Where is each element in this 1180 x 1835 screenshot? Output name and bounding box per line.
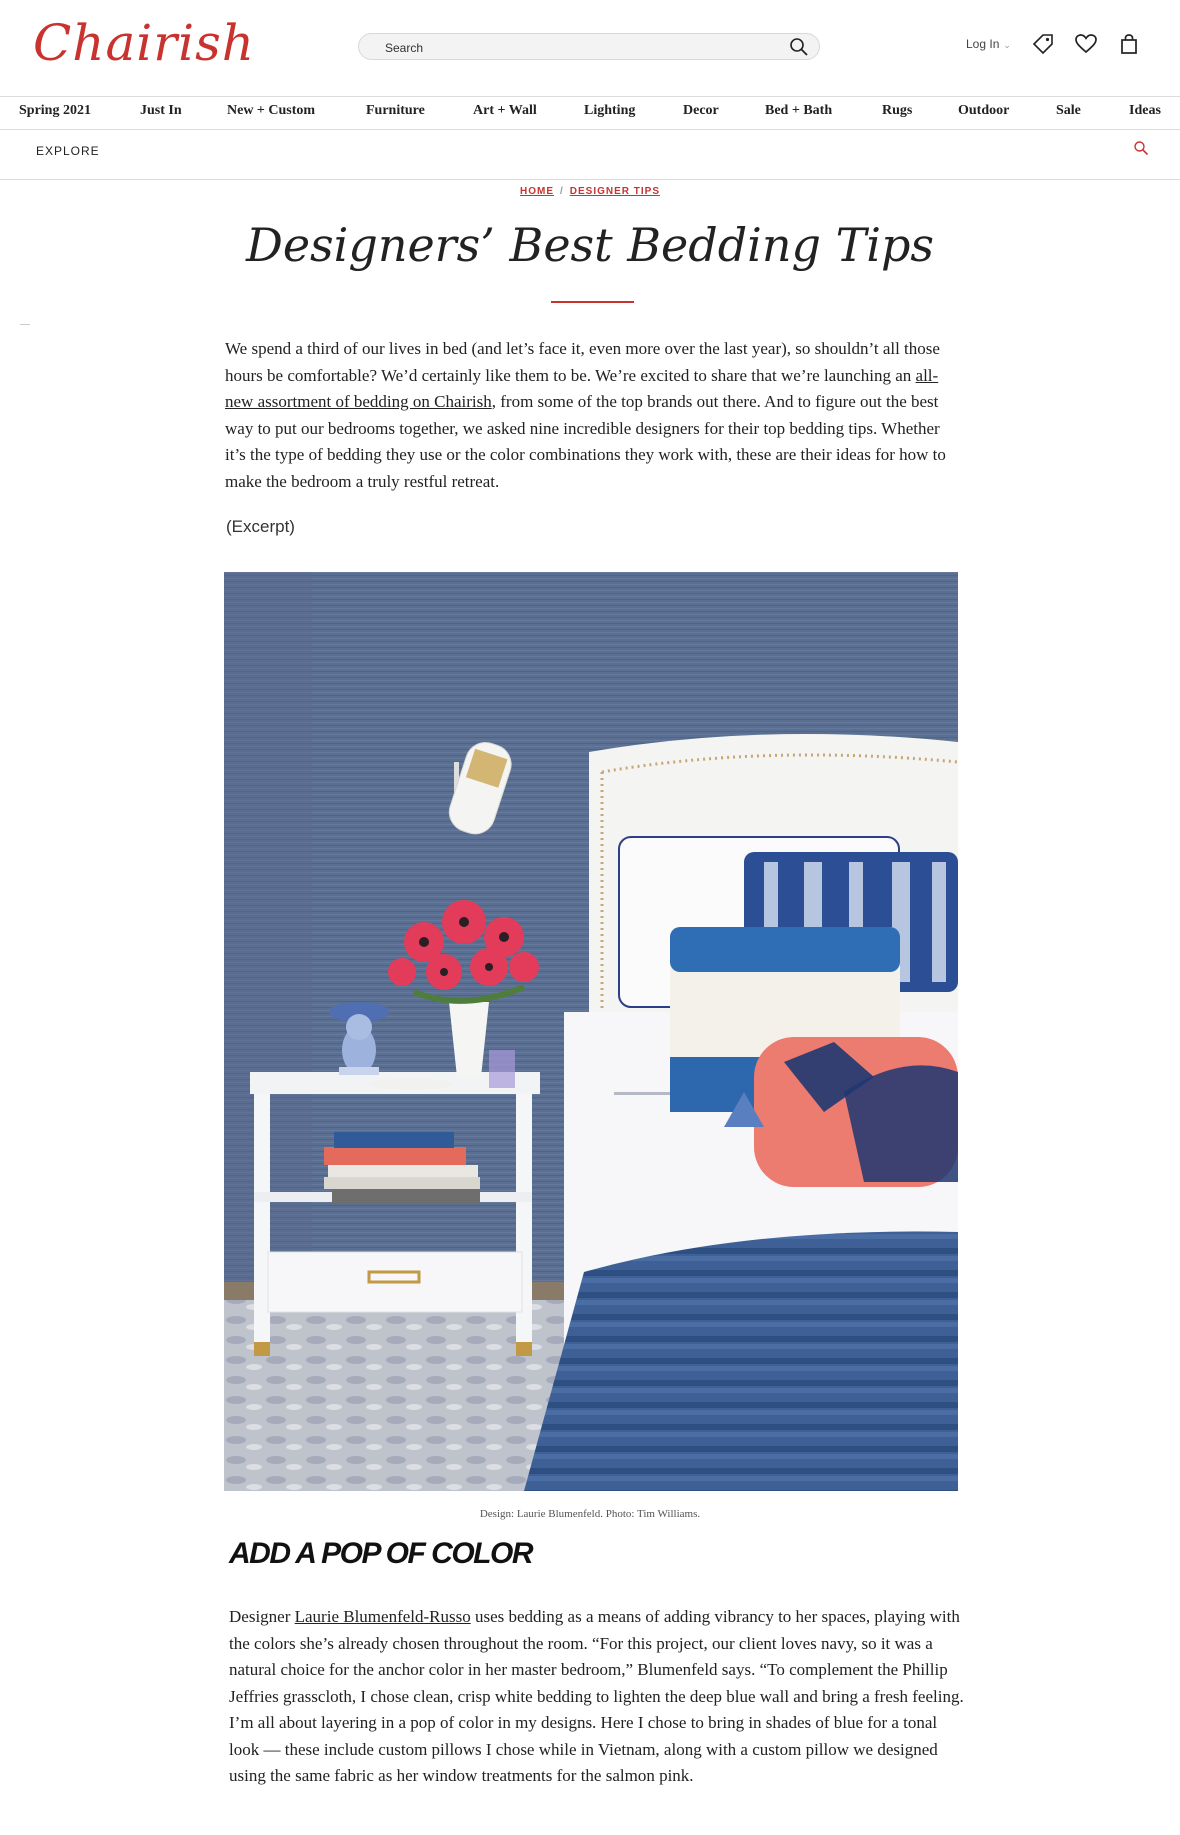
intro-text-1: We spend a third of our lives in bed (and let’s face it, even more over the last year), so shouldn’t all those hours be comfortable? We’d certainly like them to be. We’re excited to share that we’re launching an: [225, 339, 940, 385]
bedding-assortment-link[interactable]: all-new assortment of bedding on Chairish: [225, 365, 939, 411]
bedroom-photo: [224, 572, 958, 1491]
nav-item-ideas[interactable]: Ideas: [1129, 103, 1161, 118]
chairish-logo[interactable]: Chairish: [33, 14, 256, 72]
tag-icon[interactable]: [1031, 32, 1055, 56]
side-marker: [20, 324, 30, 325]
nav-item-sale[interactable]: Sale: [1056, 103, 1081, 118]
body-paragraph: [229, 1604, 964, 1790]
search-bar[interactable]: [358, 33, 820, 60]
title-underline: [551, 301, 634, 303]
breadcrumb-separator: /: [559, 186, 564, 197]
search-icon[interactable]: [789, 37, 809, 57]
explore-divider: [0, 179, 1180, 180]
nav-item-spring-2021[interactable]: Spring 2021: [19, 103, 91, 118]
heart-icon[interactable]: [1074, 32, 1098, 56]
nav-item-furniture[interactable]: Furniture: [366, 103, 425, 118]
login-dropdown[interactable]: [966, 37, 1011, 51]
section-heading: ADD A POP OF COLOR: [229, 1537, 532, 1570]
login-label: Log In: [966, 37, 1000, 51]
body-text-1: Designer: [229, 1607, 295, 1626]
excerpt-label: (Excerpt): [226, 517, 295, 536]
page-title: Designers’ Best Bedding Tips: [245, 218, 935, 272]
nav-item-bed-bath[interactable]: Bed + Bath: [765, 103, 833, 118]
search-icon[interactable]: [1133, 140, 1149, 156]
body-text-2: uses bedding as a means of adding vibrancy to her spaces, playing with the colors she’s already chosen throughout the room. “For this project, our client loves navy, so it was a natural choice for the anchor color in her master bedroom,” Blumenfeld says. “To complement the Phillip Jeffries grasscloth, I chose clean, crisp white bedding to lighten the deep blue wall and bring a fresh feeling. I’m all about layering in a pop of color in my designs. Here I chose to bring in shades of blue for a tonal look — these include custom pillows I chose while in Vietnam, along with a custom pillow we designed using the same fabric as her window treatments for the salmon pink.: [229, 1607, 964, 1785]
breadcrumb-designer-tips[interactable]: DESIGNER TIPS: [569, 186, 661, 197]
intro-paragraph: [225, 336, 960, 495]
nav-item-decor[interactable]: Decor: [683, 103, 719, 118]
search-input[interactable]: [383, 37, 767, 59]
nav-divider: [0, 129, 1180, 130]
nav-item-outdoor[interactable]: Outdoor: [958, 103, 1010, 118]
chevron-down-icon: ⌄: [1003, 40, 1011, 50]
nav-item-new-custom[interactable]: New + Custom: [227, 103, 316, 118]
intro-text-2: , from some of the top brands out there. And to figure out the best way to put our bedrooms together, we asked nine incredible designers for their top bedding tips. Whether it’s the type of bedding they use or the color combinations they work with, these are their ideas for how to make the bedroom a truly restful retreat.: [225, 392, 946, 491]
photo-caption: Design: Laurie Blumenfeld. Photo: Tim Williams.: [479, 1508, 701, 1520]
designer-link[interactable]: Laurie Blumenfeld-Russo: [294, 1607, 471, 1626]
nav-item-lighting[interactable]: Lighting: [584, 103, 636, 118]
nav-item-just-in[interactable]: Just In: [140, 103, 182, 118]
main-nav: [0, 97, 1180, 129]
shopping-bag-icon[interactable]: [1117, 32, 1141, 56]
breadcrumb: [0, 186, 1180, 197]
explore-menu[interactable]: EXPLORE: [36, 144, 100, 158]
nav-item-rugs[interactable]: Rugs: [882, 103, 913, 118]
breadcrumb-home[interactable]: HOME: [519, 186, 554, 197]
nav-item-art-wall[interactable]: Art + Wall: [473, 103, 537, 118]
site-header: [0, 0, 1180, 96]
